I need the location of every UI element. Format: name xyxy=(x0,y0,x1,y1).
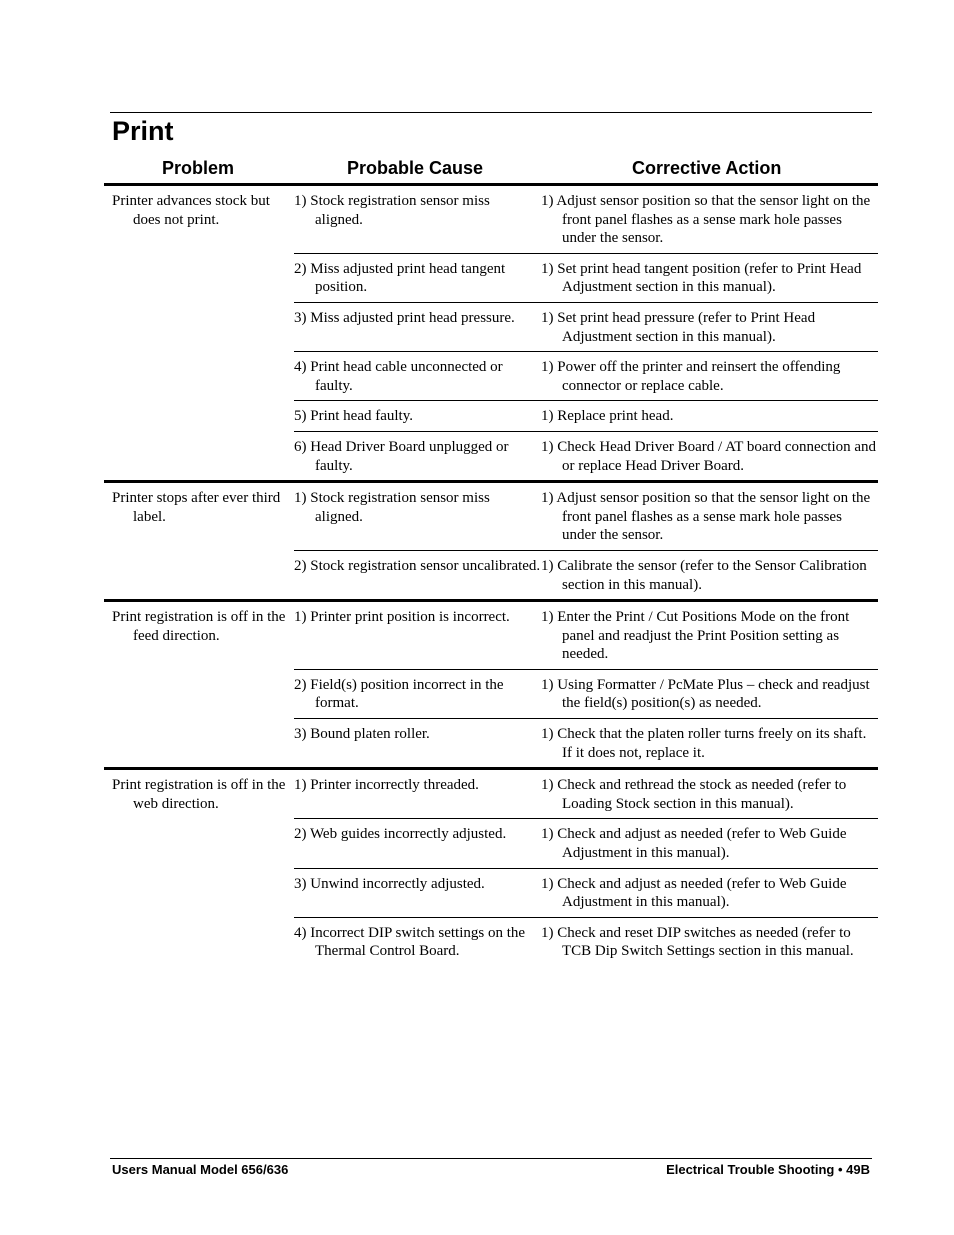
cause-cell: 1) Printer print position is incorrect. xyxy=(294,609,510,626)
problem-text: Printer stops after ever third label. xyxy=(112,490,281,525)
table-row xyxy=(294,483,878,550)
cause-cell: 3) Miss adjusted print head pressure. xyxy=(294,309,515,326)
problem-cell xyxy=(104,770,294,966)
problem-group xyxy=(104,183,878,480)
cause-action-rows xyxy=(294,602,878,767)
column-header-action: Corrective Action xyxy=(632,158,782,178)
action-cell: 1) Check and reset DIP switches as needed (refer to TCB Dip Switch Settings section in this manual. xyxy=(541,924,854,960)
problem-text: Printer advances stock but does not print. xyxy=(112,193,270,228)
problem-group xyxy=(104,767,878,966)
action-cell: 1) Calibrate the sensor (refer to the Sensor Calibration section in this manual). xyxy=(541,557,867,593)
cause-action-rows xyxy=(294,770,878,966)
problem-cell xyxy=(104,186,294,480)
cause-cell: 2) Stock registration sensor uncalibrated. xyxy=(294,557,541,574)
action-cell: 1) Set print head pressure (refer to Print Head Adjustment section in this manual). xyxy=(541,309,816,345)
action-cell: 1) Check and adjust as needed (refer to Web Guide Adjustment in this manual). xyxy=(541,875,847,911)
column-header-cause: Probable Cause xyxy=(347,158,484,178)
action-cell: 1) Enter the Print / Cut Positions Mode on the front panel and readjust the Print Position setting as needed. xyxy=(541,609,850,663)
table-row xyxy=(294,351,878,400)
cause-cell: 1) Stock registration sensor miss aligned. xyxy=(294,490,490,525)
table-row xyxy=(294,917,878,966)
problem-cell xyxy=(104,602,294,767)
table-row xyxy=(294,818,878,867)
troubleshooting-table xyxy=(104,183,878,966)
action-cell: 1) Adjust sensor position so that the sensor light on the front panel flashes as a sense mark hole passes under the sensor. xyxy=(541,193,871,247)
page-title: Print xyxy=(112,116,174,146)
cause-cell: 4) Incorrect DIP switch settings on the Thermal Control Board. xyxy=(294,924,526,960)
table-row xyxy=(294,186,878,253)
action-cell: 1) Adjust sensor position so that the sensor light on the front panel flashes as a sense mark hole passes under the sensor. xyxy=(541,490,871,544)
cause-action-rows xyxy=(294,483,878,599)
action-cell: 1) Check that the platen roller turns freely on its shaft. If it does not, replace it. xyxy=(541,726,867,761)
table-row xyxy=(294,550,878,599)
action-cell: 1) Set print head tangent position (refer to Print Head Adjustment section in this manual). xyxy=(541,260,862,296)
action-cell: 1) Check Head Driver Board / AT board connection and or replace Head Driver Board. xyxy=(541,438,877,474)
problem-text: Print registration is off in the web direction. xyxy=(112,777,286,812)
action-cell: 1) Check and adjust as needed (refer to Web Guide Adjustment in this manual). xyxy=(541,826,847,862)
cause-cell: 5) Print head faulty. xyxy=(294,408,413,425)
problem-text: Print registration is off in the feed direction. xyxy=(112,609,286,644)
table-row xyxy=(294,770,878,818)
problem-group xyxy=(104,480,878,599)
action-cell: 1) Check and rethread the stock as needed (refer to Loading Stock section in this manual). xyxy=(541,777,847,812)
top-rule xyxy=(110,112,872,113)
cause-cell: 2) Field(s) position incorrect in the format. xyxy=(294,676,504,712)
footer-rule xyxy=(110,1158,872,1159)
cause-cell: 3) Unwind incorrectly adjusted. xyxy=(294,875,485,892)
table-row xyxy=(294,253,878,302)
table-row xyxy=(294,602,878,669)
footer-manual-title: Users Manual Model 656/636 xyxy=(112,1162,289,1177)
action-cell: 1) Power off the printer and reinsert the offending connector or replace cable. xyxy=(541,359,841,394)
action-cell: 1) Replace print head. xyxy=(541,408,674,425)
table-row xyxy=(294,400,878,431)
table-row xyxy=(294,868,878,917)
table-row xyxy=(294,669,878,718)
table-row xyxy=(294,718,878,767)
cause-action-rows xyxy=(294,186,878,480)
cause-cell: 2) Miss adjusted print head tangent position. xyxy=(294,260,506,296)
table-row xyxy=(294,431,878,480)
problem-cell xyxy=(104,483,294,599)
footer-section-page: Electrical Trouble Shooting • 49B xyxy=(666,1162,870,1177)
cause-cell: 1) Printer incorrectly threaded. xyxy=(294,777,479,794)
cause-cell: 2) Web guides incorrectly adjusted. xyxy=(294,826,507,843)
cause-cell: 1) Stock registration sensor miss aligned. xyxy=(294,193,490,228)
cause-cell: 3) Bound platen roller. xyxy=(294,726,430,743)
cause-cell: 4) Print head cable unconnected or faulty. xyxy=(294,359,503,394)
column-header-problem: Problem xyxy=(162,158,235,178)
cause-cell: 6) Head Driver Board unplugged or faulty. xyxy=(294,438,509,474)
problem-group xyxy=(104,599,878,767)
table-row xyxy=(294,302,878,351)
action-cell: 1) Using Formatter / PcMate Plus – check and readjust the field(s) position(s) as needed. xyxy=(541,676,870,712)
